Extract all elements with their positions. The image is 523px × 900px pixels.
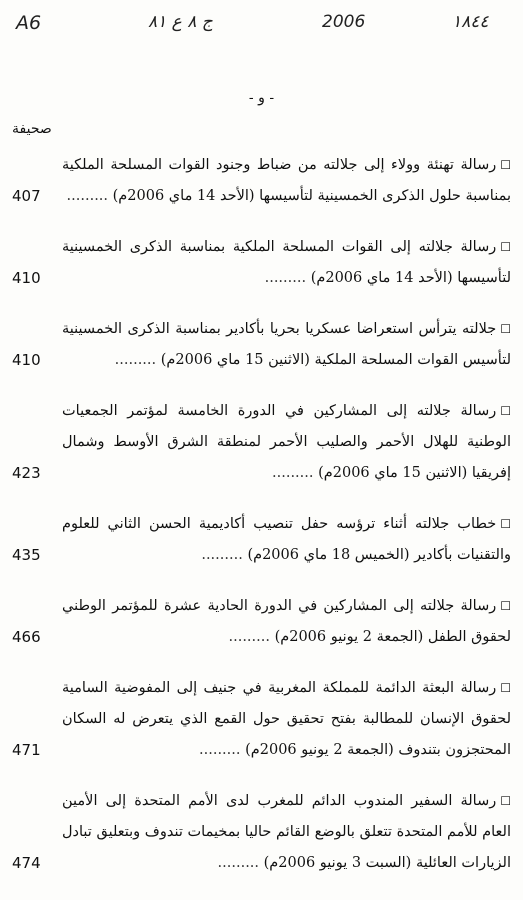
square-bullet-icon: ☐: [500, 404, 511, 418]
square-bullet-icon: ☐: [500, 322, 511, 336]
entry-title: رسالة السفير المندوب الدائم للمغرب لدى الأمم المتحدة إلى الأمين العام للأمم المتحدة تتعلق بالوضع القائم حاليا بمخيمات تندوف وبتعليق تبادل الزيارات العائلية (السبت 3 يونيو 2006م): [62, 793, 511, 871]
toc-entry: ☐رسالة البعثة الدائمة للمملكة المغربية في جنيف إلى المفوضية السامية لحقوق الإنسان للمطالبة بفتح تحقيق حول القمع الذي يتعرض له السكان المحتجزون بتندوف (الجمعة 2 يونيو 2006م) ......... 471: [12, 673, 511, 766]
entry-page-number: 423: [12, 464, 41, 482]
handwritten-code: A6: [16, 12, 42, 34]
entry-title: رسالة جلالته إلى المشاركين في الدورة الحادية عشرة للمؤتمر الوطني لحقوق الطفل (الجمعة 2 يونيو 2006م): [62, 598, 511, 645]
entry-page-number: 410: [12, 269, 41, 287]
page-marker: - و -: [248, 90, 275, 106]
entry-title: خطاب جلالته أثناء ترؤسه حفل تنصيب أكاديمية الحسن الثاني للعلوم والتقنيات بأكادير (الخميس 18 ماي 2006م): [62, 516, 511, 563]
entry-page-number: 407: [12, 187, 41, 205]
square-bullet-icon: ☐: [500, 599, 511, 613]
entry-page-number: 474: [12, 854, 41, 872]
handwritten-number: ١٨٤٤: [452, 12, 489, 32]
entry-title: رسالة البعثة الدائمة للمملكة المغربية في جنيف إلى المفوضية السامية لحقوق الإنسان للمطالبة بفتح تحقيق حول القمع الذي يتعرض له السكان المحتجزون بتندوف (الجمعة 2 يونيو 2006م): [62, 680, 511, 758]
toc-entry: ☐رسالة جلالته إلى المشاركين في الدورة الخامسة لمؤتمر الجمعيات الوطنية للهلال الأحمر والصليب الأحمر لمنطقة الشرق الأوسط وشمال إفريقيا (الاثنين 15 ماي 2006م) ......... 423: [12, 396, 511, 489]
table-of-contents: [12, 150, 511, 899]
square-bullet-icon: ☐: [500, 681, 511, 695]
entry-page-number: 435: [12, 546, 41, 564]
entry-page-number: 410: [12, 351, 41, 369]
entry-page-number: 471: [12, 741, 41, 759]
toc-entry: ☐رسالة جلالته إلى القوات المسلحة الملكية بمناسبة الذكرى الخمسينية لتأسيسها (الأحد 14 ماي 2006م) ......... 410: [12, 232, 511, 294]
square-bullet-icon: ☐: [500, 794, 511, 808]
entry-title: رسالة جلالته إلى المشاركين في الدورة الخامسة لمؤتمر الجمعيات الوطنية للهلال الأحمر والصليب الأحمر لمنطقة الشرق الأوسط وشمال إفريقيا (الاثنين 15 ماي 2006م): [62, 403, 511, 481]
page-column-header: صحيفة: [12, 121, 52, 137]
square-bullet-icon: ☐: [500, 240, 511, 254]
toc-entry: ☐رسالة تهنئة وولاء إلى جلالته من ضباط وجنود القوات المسلحة الملكية بمناسبة حلول الذكرى الخمسينية لتأسيسها (الأحد 14 ماي 2006م) ......... 407: [12, 150, 511, 212]
square-bullet-icon: ☐: [500, 517, 511, 531]
square-bullet-icon: ☐: [500, 158, 511, 172]
handwritten-volume: ج ٨ ع ٨١: [148, 12, 213, 32]
toc-entry: ☐رسالة السفير المندوب الدائم للمغرب لدى الأمم المتحدة إلى الأمين العام للأمم المتحدة تتعلق بالوضع القائم حاليا بمخيمات تندوف وبتعليق تبادل الزيارات العائلية (السبت 3 يونيو 2006م) ......... 474: [12, 786, 511, 879]
entry-title: رسالة جلالته إلى القوات المسلحة الملكية بمناسبة الذكرى الخمسينية لتأسيسها (الأحد 14 ماي 2006م): [62, 239, 511, 286]
entry-title: جلالته يترأس استعراضا عسكريا بحريا بأكادير بمناسبة الذكرى الخمسينية لتأسيس القوات المسلحة الملكية (الاثنين 15 ماي 2006م): [62, 321, 511, 368]
entry-page-number: 466: [12, 628, 41, 646]
handwritten-year: 2006: [322, 12, 366, 32]
entry-title: رسالة تهنئة وولاء إلى جلالته من ضباط وجنود القوات المسلحة الملكية بمناسبة حلول الذكرى الخمسينية لتأسيسها (الأحد 14 ماي 2006م): [62, 157, 511, 204]
toc-entry: ☐رسالة جلالته إلى المشاركين في الدورة الحادية عشرة للمؤتمر الوطني لحقوق الطفل (الجمعة 2 يونيو 2006م) ......... 466: [12, 591, 511, 653]
toc-entry: ☐جلالته يترأس استعراضا عسكريا بحريا بأكادير بمناسبة الذكرى الخمسينية لتأسيس القوات المسلحة الملكية (الاثنين 15 ماي 2006م) ......... 410: [12, 314, 511, 376]
toc-entry: ☐خطاب جلالته أثناء ترؤسه حفل تنصيب أكاديمية الحسن الثاني للعلوم والتقنيات بأكادير (الخميس 18 ماي 2006م) ......... 435: [12, 509, 511, 571]
